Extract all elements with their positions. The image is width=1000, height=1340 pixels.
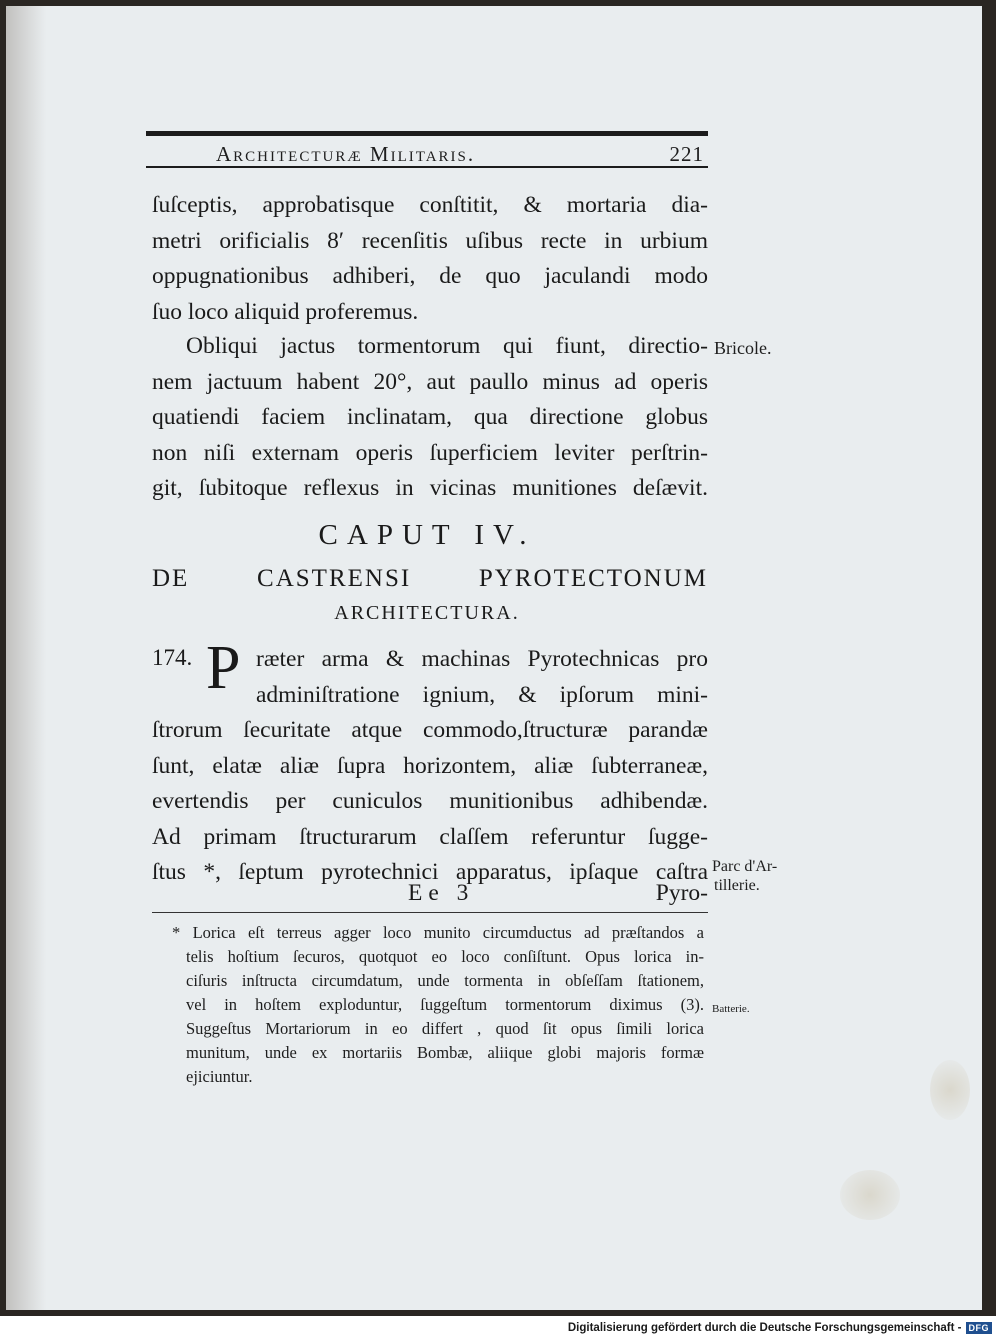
dfg-logo: DFG bbox=[966, 1322, 993, 1334]
margin-note-bricole: Bricole. bbox=[714, 338, 772, 358]
footnote-line: vel in hoſtem exploduntur, ſuggeſtum tormentorum diximus (3). bbox=[186, 995, 704, 1014]
text-line: ſuo loco aliquid proferemus. bbox=[152, 298, 419, 325]
margin-note-batterie: Batterie. bbox=[712, 1003, 750, 1015]
page-number: 221 bbox=[669, 142, 704, 166]
footnote-line: ejiciuntur. bbox=[186, 1067, 253, 1086]
text-line: adminiſtratione ignium, & ipſorum mini- bbox=[256, 681, 708, 708]
text-line: Obliqui jactus tormentorum qui fiunt, directio- bbox=[186, 333, 708, 359]
footer-credit: Digitalisierung gefördert durch die Deutsche Forschungsgemeinschaft - bbox=[567, 1322, 962, 1334]
text-line: ſuſceptis, approbatisque conſtitit, & mortaria dia- bbox=[152, 192, 708, 218]
spine-shadow bbox=[6, 6, 46, 1310]
text-line: git, ſubitoque reflexus in vicinas munitiones deſævit. bbox=[152, 475, 708, 501]
text-line: evertendis per cuniculos munitionibus adhibendæ. bbox=[152, 788, 708, 814]
paper-stain bbox=[840, 1170, 900, 1220]
running-head bbox=[146, 142, 708, 166]
running-title: Architecturæ Militaris. bbox=[216, 142, 476, 166]
digitization-footer bbox=[568, 1322, 992, 1334]
chapter-heading: CAPUT IV. bbox=[318, 519, 536, 551]
text-line: ſtrorum ſecuritate atque commodo,ſtructuræ parandæ bbox=[152, 717, 708, 743]
drop-cap: P bbox=[206, 634, 241, 702]
signature-mark: Ee 3 bbox=[408, 880, 475, 906]
header-rule-thick bbox=[146, 131, 708, 136]
section-number: 174. bbox=[152, 645, 193, 670]
margin-note-line: Parc d'Ar- bbox=[712, 858, 778, 875]
text-line: ſunt, elatæ aliæ ſupra horizontem, aliæ ſubterraneæ, bbox=[152, 752, 708, 779]
footnote-rule bbox=[152, 912, 708, 913]
margin-note-parc bbox=[712, 857, 777, 895]
footnote-line: ciſuris inſtructa circumdatum, unde tormenta in obſeſſam ſtationem, bbox=[186, 971, 704, 990]
text-line: oppugnationibus adhiberi, de quo jaculandi modo bbox=[152, 263, 708, 289]
catch-line bbox=[152, 880, 708, 912]
header-rule-thin bbox=[146, 166, 708, 168]
chapter-title: DE CASTRENSI PYROTECTONUM bbox=[152, 565, 708, 592]
paragraph-1 bbox=[152, 188, 708, 330]
text-line: metri orificialis 8′ recenſitis uſibus recte in urbium bbox=[152, 227, 708, 254]
text-line: Ad primam ſtructurarum claſſem referuntur ſugge- bbox=[152, 823, 708, 850]
section-174-text bbox=[152, 634, 708, 891]
footnote-line: * Lorica eſt terreus agger loco munito circumductus ad præſtandos a bbox=[172, 923, 704, 942]
paper-stain bbox=[930, 1060, 970, 1120]
footnote-line: munitum, unde ex mortariis Bombæ, aliique globi majoris formæ bbox=[186, 1043, 704, 1062]
paragraph-2 bbox=[152, 329, 708, 507]
text-line: nem jactuum habent 20°, aut paullo minus ad operis bbox=[152, 368, 708, 395]
catchword: Pyro- bbox=[655, 880, 708, 906]
chapter-subtitle: ARCHITECTURA. bbox=[334, 602, 520, 624]
footnote-line: telis hoſtium ſecuros, quotquot eo loco conſiſtunt. Opus lorica in- bbox=[186, 947, 704, 966]
margin-note-line: tillerie. bbox=[714, 877, 760, 894]
footnote bbox=[172, 921, 704, 1089]
footnote-line: Suggeſtus Mortariorum in eo differt , quod ſit opus ſimili lorica bbox=[186, 1019, 704, 1038]
text-line: quatiendi faciem inclinatam, qua directione globus bbox=[152, 404, 708, 430]
text-line: non niſi externam operis ſuperficiem leviter perſtrin- bbox=[152, 439, 708, 466]
text-line: ſtus *, ſeptum pyrotechnici apparatus, ipſaque caſtra bbox=[152, 859, 708, 885]
text-line: ræter arma & machinas Pyrotechnicas pro bbox=[256, 646, 708, 672]
